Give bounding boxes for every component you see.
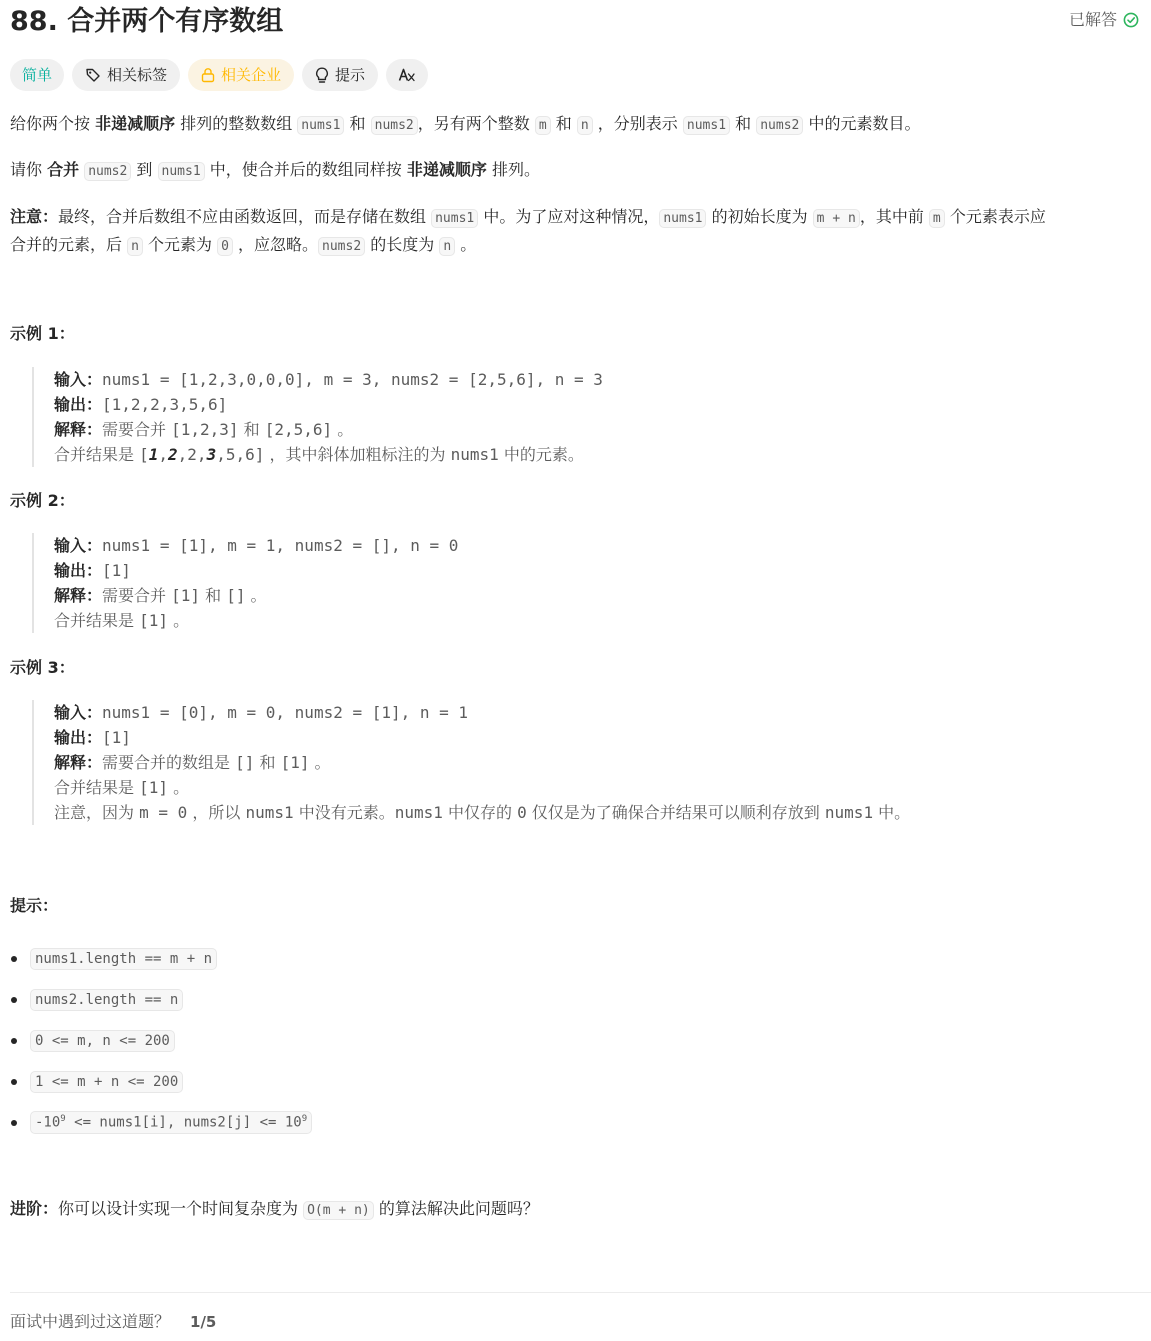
related-tags-label: 相关标签 <box>107 66 168 84</box>
constraint-item: nums1.length == m + n <box>10 938 312 979</box>
constraint-item: $-10^9$ <= nums1[i], nums2[j] <= $10^9$ <box>10 1102 312 1143</box>
constraints-title: 提示： <box>10 896 59 915</box>
translate-icon <box>398 67 416 83</box>
example-3-title: 示例 3： <box>10 658 75 677</box>
lock-icon <box>201 67 215 83</box>
description-paragraph-2: 请你 合并 nums2 到 nums1 中，使合并后的数组同样按 非递减顺序 排列。 <box>10 160 540 179</box>
interview-question: 面试中遇到过这道题？ <box>10 1312 171 1331</box>
lightbulb-icon <box>315 67 329 84</box>
description-paragraph-1: 给你两个按 非递减顺序 排列的整数数组 nums1 和 nums2 ，另有两个整数 m 和 n ，分别表示 nums1 和 nums2 中的元素数目。 <box>10 114 921 133</box>
example-1-block: 输入：nums1 = [1,2,3,0,0,0], m = 3, nums2 = [2,5,6], n = 3 输出：[1,2,2,3,5,6] 解释：需要合并 [1,2,3] 和 [2,5,6] 。 合并结果是 [1,2,2,3,5,6] ，其中斜体加粗标注的为 nums1 中的元素。 <box>32 367 603 467</box>
difficulty-badge[interactable] <box>10 59 64 91</box>
problem-title[interactable]: 88. 合并两个有序数组 <box>10 6 284 37</box>
divider <box>10 1292 1151 1293</box>
constraint-item: 0 <= m, n <= 200 <box>10 1020 312 1061</box>
constraint-item: nums2.length == n <box>10 979 312 1020</box>
difficulty-label: 简单 <box>22 66 53 84</box>
constraints-list <box>10 938 312 1143</box>
hint-button[interactable] <box>302 59 378 91</box>
constraint-item: 1 <= m + n <= 200 <box>10 1061 312 1102</box>
description-note: 注意：最终，合并后数组不应由函数返回，而是存储在数组 nums1 中。为了应对这种情况， nums1 的初始长度为 m + n ，其中前 m 个元素表示应 合并的元素，后 n 个元素为 0 ，应忽略。 nums2 的长度为 n 。 <box>10 207 1046 254</box>
hint-label: 提示 <box>335 66 366 84</box>
related-companies-label: 相关企业 <box>221 66 282 84</box>
example-2-title: 示例 2： <box>10 491 75 510</box>
example-1-title: 示例 1： <box>10 324 75 343</box>
interview-count: 1/5 <box>190 1313 217 1331</box>
tag-bar <box>10 59 428 91</box>
check-circle-icon <box>1123 12 1139 28</box>
solved-status <box>1069 8 1139 32</box>
follow-up: 进阶：你可以设计实现一个时间复杂度为 O(m + n) 的算法解决此问题吗？ <box>10 1199 539 1218</box>
tag-icon <box>85 67 101 83</box>
example-3-block: 输入：nums1 = [0], m = 0, nums2 = [1], n = 1 输出：[1] 解释：需要合并的数组是 [] 和 [1] 。 合并结果是 [1] 。 注意，因为 m = 0 ，所以 nums1 中没有元素。nums1 中仅存的 0 仅仅是为了确保合并结果可以顺利存放到 nums1 中。 <box>32 700 910 825</box>
related-tags-button[interactable] <box>72 59 180 91</box>
translate-button[interactable] <box>386 59 428 91</box>
interview-poll[interactable] <box>10 1310 216 1334</box>
solved-status-label: 已解答 <box>1068 10 1117 29</box>
related-companies-button[interactable] <box>188 59 294 91</box>
example-2-block: 输入：nums1 = [1], m = 1, nums2 = [], n = 0 输出：[1] 解释：需要合并 [1] 和 [] 。 合并结果是 [1] 。 <box>32 533 458 633</box>
